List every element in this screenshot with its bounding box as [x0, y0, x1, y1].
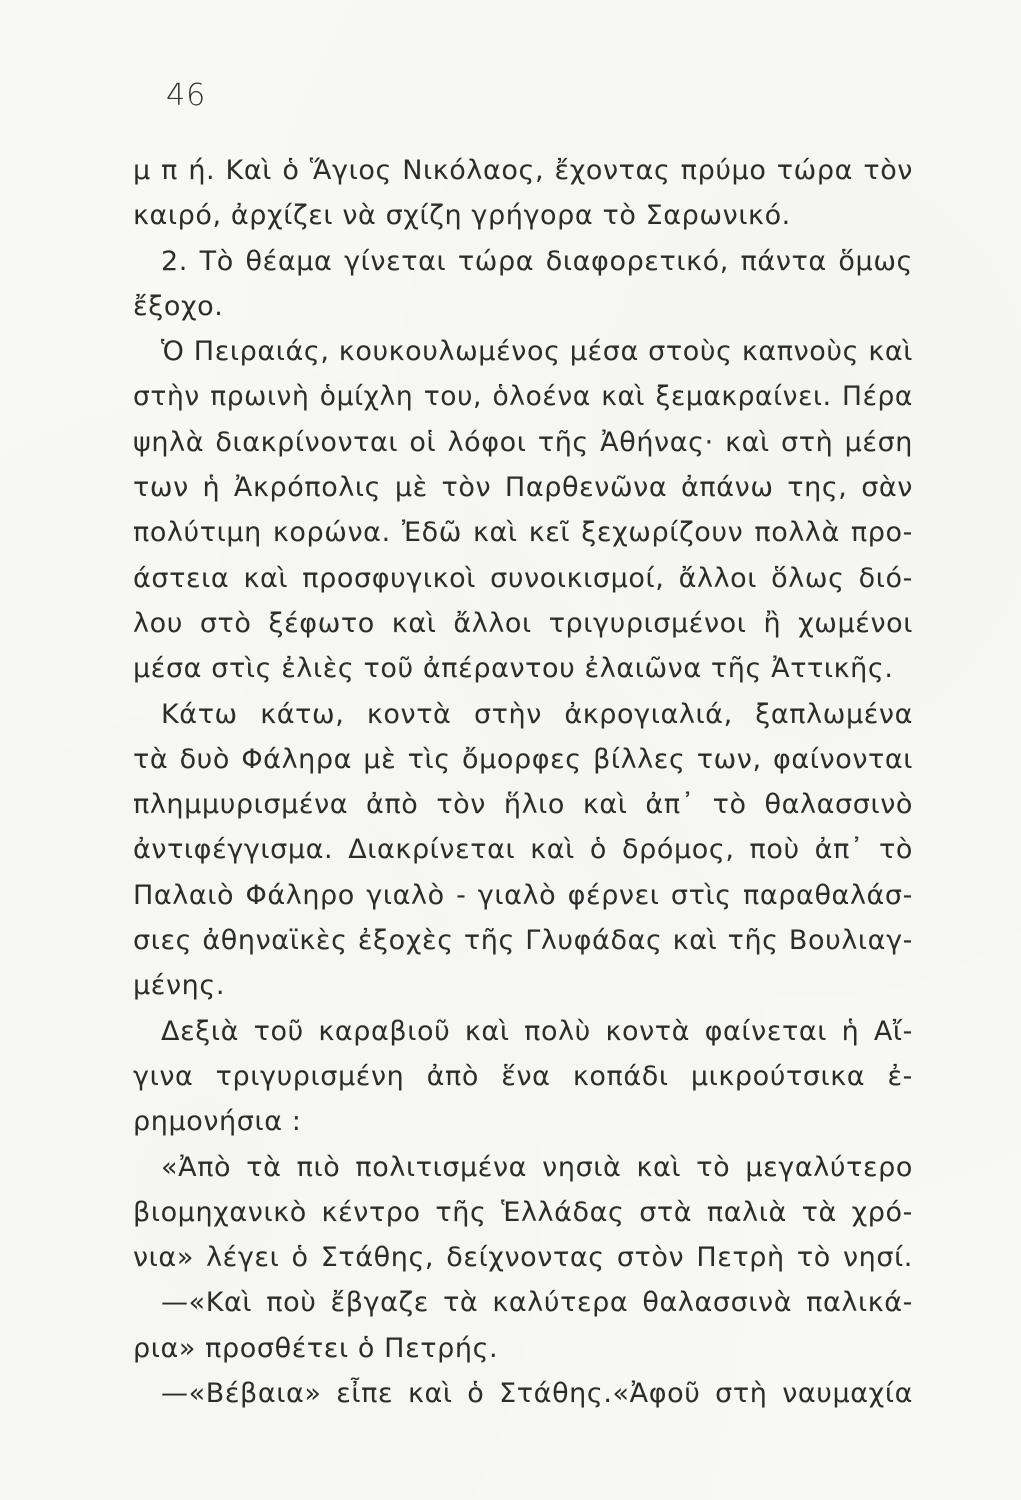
- text-line: των ἡ Ἀκρόπολις μὲ τὸν Παρθενῶνα ἀπάνω της, σὰν: [133, 472, 913, 504]
- text-line: άστεια καὶ προσφυγικοὶ συνοικισμοί, ἄλλοι ὅλως διό-: [133, 562, 913, 594]
- text-line: βιομηχανικὸ κέντρο τῆς Ἑλλάδας στὰ παλιὰ τὰ χρό-: [133, 1196, 913, 1228]
- text-line: πολύτιμη κορώνα. Ἐδῶ καὶ κεῖ ξεχωρίζουν πολλὰ προ-: [133, 517, 913, 549]
- text-line: —«Βέβαια» εἶπε καὶ ὁ Στάθης.«Ἀφοῦ στὴ ναυμαχία: [161, 1378, 913, 1410]
- text-line: τὰ δυὸ Φάληρα μὲ τὶς ὄμορφες βίλλες των, φαίνονται: [133, 743, 913, 775]
- text-line: καιρό, ἀρχίζει νὰ σχίζη γρήγορα τὸ Σαρωνικό.: [133, 200, 791, 232]
- text-line: Παλαιὸ Φάληρο γιαλὸ - γιαλὸ φέρνει στὶς παραθαλάσ-: [133, 879, 913, 911]
- text-line: ρημονήσια :: [133, 1106, 302, 1138]
- text-line: μέσα στὶς ἐλιὲς τοῦ ἀπέραντου ἐλαιῶνα τῆς Ἀττικῆς.: [133, 653, 894, 685]
- text-line: πλημμυρισμένα ἀπὸ τὸν ἥλιο καὶ ἀπ᾿ τὸ θαλασσινὸ: [133, 789, 913, 821]
- text-line: μ π ή. Καὶ ὁ Ἅγιος Νικόλαος, ἔχοντας πρύμο τώρα τὸν: [133, 155, 913, 186]
- body-text: [133, 148, 913, 1416]
- text-line: μένης.: [133, 970, 225, 1002]
- text-line: ψηλὰ διακρίνονται οἱ λόφοι τῆς Ἀθήνας· καὶ στὴ μέση: [133, 426, 913, 458]
- text-line: στὴν πρωινὴ ὁμίχλη του, ὁλοένα καὶ ξεμακραίνει. Πέρα: [133, 381, 913, 413]
- text-line: ἔξοχο.: [133, 290, 224, 322]
- text-line: «Ἀπὸ τὰ πιὸ πολιτισμένα νησιὰ καὶ τὸ μεγαλύτερο: [161, 1151, 913, 1183]
- text-line: γινα τριγυρισμένη ἀπὸ ἕνα κοπάδι μικρούτσικα ἐ-: [133, 1060, 913, 1092]
- page-number: 46: [166, 78, 207, 113]
- text-line: —«Καὶ ποὺ ἔβγαζε τὰ καλύτερα θαλασσινὰ παλικά-: [161, 1287, 913, 1319]
- text-line: λου στὸ ξέφωτο καὶ ἄλλοι τριγυρισμένοι ἢ χωμένοι: [133, 607, 913, 639]
- text-line: Ὁ Πειραιάς, κουκουλωμένος μέσα στοὺς καπνοὺς καὶ: [161, 336, 913, 368]
- text-line: ρια» προσθέτει ὁ Πετρής.: [133, 1332, 499, 1364]
- text-line: 2. Τὸ θέαμα γίνεται τώρα διαφορετικό, πάντα ὅμως: [161, 245, 913, 277]
- text-line: νια» λέγει ὁ Στάθης, δείχνοντας στὸν Πετρὴ τὸ νησί.: [133, 1242, 913, 1274]
- text-line: σιες ἀθηναϊκὲς ἐξοχὲς τῆς Γλυφάδας καὶ τῆς Βουλιαγ-: [133, 925, 913, 957]
- text-line: ἀντιφέγγισμα. Διακρίνεται καὶ ὁ δρόμος, ποὺ ἀπ᾿ τὸ: [133, 834, 913, 866]
- text-line: Κάτω κάτω, κοντὰ στὴν ἀκρογιαλιά, ξαπλωμένα: [161, 698, 913, 730]
- text-line: Δεξιὰ τοῦ καραβιοῦ καὶ πολὺ κοντὰ φαίνεται ἡ Αἴ-: [161, 1015, 913, 1047]
